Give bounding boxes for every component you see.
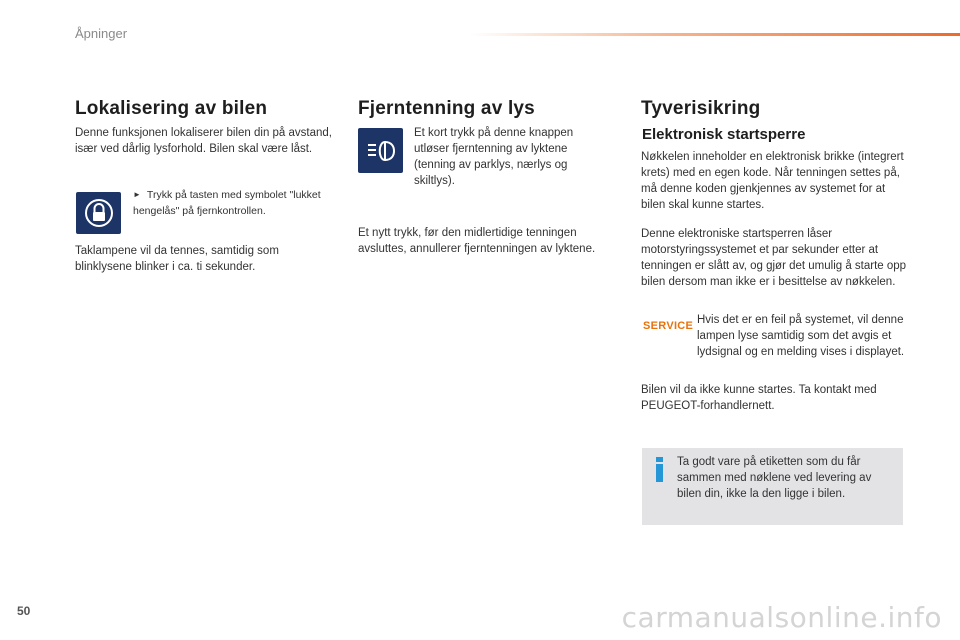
- subtitle-immobiliser: Elektronisk startsperre: [642, 126, 806, 143]
- immobiliser-para1: Nøkkelen inneholder en elektronisk brikke (integrert krets) med en egen kode. Når tenningen settes på, må denne koden gjenkjennes av systemet for at bilen skal kunne startes.: [641, 151, 904, 211]
- headlamp-icon: [358, 128, 403, 173]
- lights-icon-text: Et kort trykk på denne knappen utløser fjerntenning av lyktene (tenning av parklys, nærlys og skiltlys).: [414, 127, 574, 187]
- bullet-arrow-icon: ►: [133, 190, 141, 199]
- section-title-antitheft: Tyverisikring: [641, 98, 761, 119]
- locate-instruction: [133, 187, 343, 219]
- locate-outro: Taklampene vil da tennes, samtidig som blinklysene blinker i ca. ti sekunder.: [75, 245, 279, 273]
- info-icon: [654, 457, 664, 482]
- padlock-icon: [76, 192, 121, 234]
- service-warning-text: Hvis det er en feil på systemet, vil denne lampen lyse samtidig som det avgis et lydsignal og en melding vises i displayet.: [697, 314, 905, 358]
- chapter-title: Åpninger: [75, 26, 128, 41]
- lights-outro: Et nytt trykk, før den midlertidige tenningen avsluttes, annullerer fjerntenningen av lyktene.: [358, 227, 596, 255]
- locate-instruction-text: Trykk på tasten med symbolet "lukket hengelås" på fjernkontrollen.: [133, 189, 321, 217]
- section-title-lights: Fjerntenning av lys: [358, 98, 535, 119]
- service-warning-icon: SERVICE: [643, 320, 694, 332]
- section-title-locate: Lokalisering av bilen: [75, 98, 268, 119]
- page-number: 50: [17, 604, 31, 618]
- immobiliser-para2: Denne elektroniske startsperren låser motorstyringssystemet et par sekunder etter at tenningen er slått av, og gjør det umulig å starte opp bilen dersom man ikke er i besittelse av nøkkelen.: [641, 228, 907, 288]
- locate-intro: Denne funksjonen lokaliserer bilen din på avstand, især ved dårlig lysforhold. Bilen skal være låst.: [75, 127, 332, 155]
- watermark: carmanualsonline.info: [621, 601, 942, 634]
- info-text: Ta godt vare på etiketten som du får sammen med nøklene ved levering av bilen din, ikke la den ligge i bilen.: [677, 456, 872, 500]
- header-accent-bar: [470, 33, 960, 36]
- immobiliser-para3: Bilen vil da ikke kunne startes. Ta kontakt med PEUGEOT-forhandlernett.: [641, 384, 877, 412]
- info-box: [642, 448, 903, 525]
